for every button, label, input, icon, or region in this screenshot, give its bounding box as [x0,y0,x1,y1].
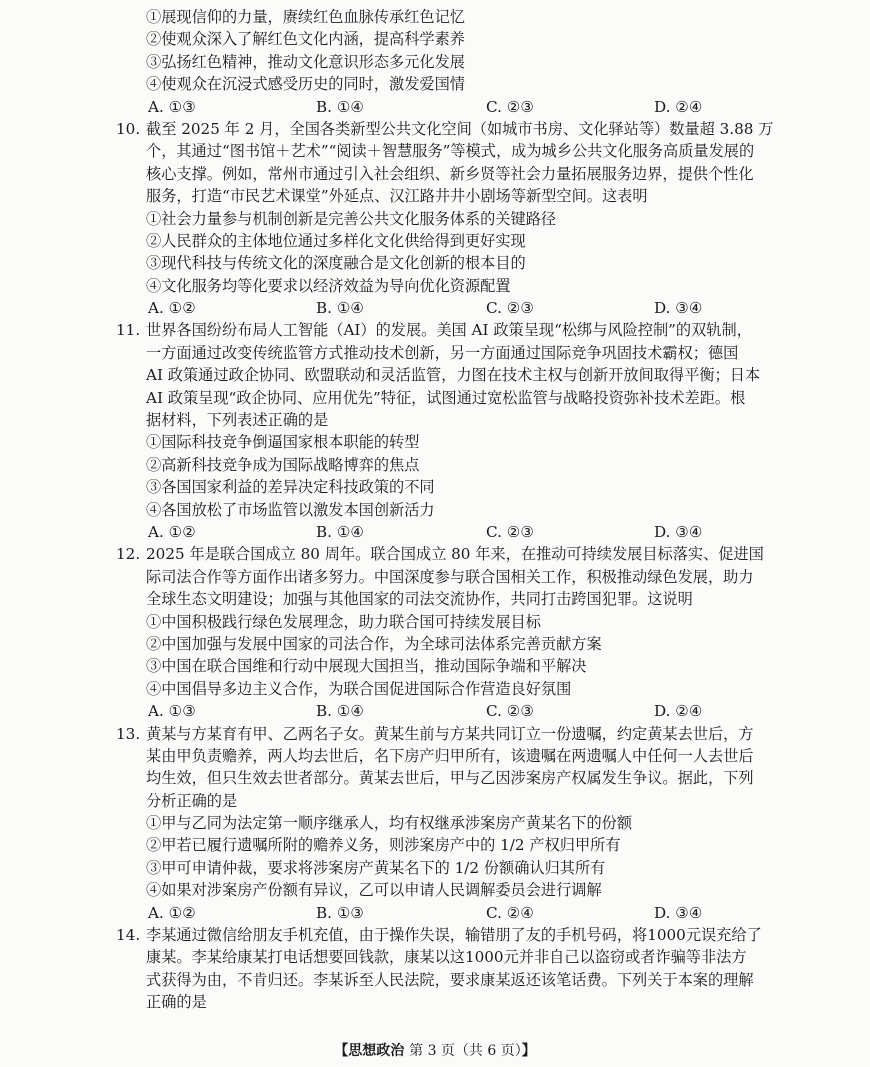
question-stem-line: 全球生态文明建设；加强与其他国家的司法交流协作，共同打击跨国犯罪。这说明 [146,590,693,609]
question-stem-line [0,924,870,946]
question-stem-line: 均生效，但只生效去世者部分。黄某去世后，甲与乙因涉案房产权属发生争议。据此，下列 [146,769,754,788]
statement: ②使观众深入了解红色文化内涵，提高科学素养 [146,30,465,49]
option-d: D. ③④ [654,299,703,318]
option-d: D. ③④ [654,522,703,541]
statement: ④如果对涉案房产份额有异议，乙可以申请人民调解委员会进行调解 [146,881,602,900]
statement: ②甲若已履行遗嘱所附的赡养义务，则涉案房产中的 1/2 产权归甲所有 [146,836,621,855]
footer-page-number: 第 3 页（共 6 页） [409,1043,522,1059]
option-b: B. ①④ [316,702,365,721]
option-d: D. ②④ [654,702,703,721]
option-a: A. ①② [148,522,196,541]
option-a: A. ①③ [148,97,196,116]
question-9 [0,6,870,118]
question-stem-line: 式获得为由，不肯归还。李某诉至人民法院，要求康某返还该笔话费。下列关于本案的理解 [146,970,754,989]
statement: ④文化服务均等化要求以经济效益为导向优化资源配置 [146,276,511,295]
stem-text: 黄某与方某育有甲、乙两名子女。黄某生前与方某共同订立一份遗嘱，约定黄某去世后，方 [146,724,754,743]
option-b: B. ①③ [316,903,365,922]
question-number: 11. [116,321,141,340]
answer-options [0,297,870,319]
question-11 [0,319,870,543]
statement: ③弘扬红色精神，推动文化意识形态多元化发展 [146,52,465,71]
option-b: B. ①④ [316,522,365,541]
statement: ③甲可申请仲裁，要求将涉案房产黄某名下的 1/2 份额确认归其所有 [146,858,606,877]
option-b: B. ①④ [316,299,365,318]
statement: ①展现信仰的力量，赓续红色血脉传承红色记忆 [146,8,465,26]
question-12 [0,543,870,722]
stem-text: 截至 2025 年 2 月，全国各类新型公共文化空间（如城市书房、文化驿站等）数量超 3.88 万 [146,119,774,138]
question-stem-line [0,543,870,565]
question-stem-line: 某由甲负责赡养，两人均去世后，名下房产归甲所有，该遗嘱在两遗嘱人中任何一人去世后 [146,746,754,765]
option-c: C. ②③ [486,299,534,318]
option-a: A. ①② [148,299,196,318]
question-stem-line: 核心支撑。例如，常州市通过引入社会组织、新乡贤等社会力量拓展服务边界，提供个性化 [146,164,754,183]
question-stem-line: 分析正确的是 [146,791,238,810]
question-stem-line [0,723,870,745]
question-14 [0,924,870,1014]
stem-text: 李某通过微信给朋友手机充值，由于操作失误，输错朋了友的手机号码，将1000元误充给了 [146,926,762,945]
statement: ①甲与乙同为法定第一顺序继承人，均有权继承涉案房产黄某名下的份额 [146,814,632,833]
question-number: 12. [116,545,141,564]
answer-options [0,700,870,722]
question-stem-line [0,118,870,140]
statement: ③中国在联合国维和行动中展现大国担当，推动国际争端和平解决 [146,657,587,676]
option-c: C. ②④ [486,903,534,922]
stem-text: 世界各国纷纷布局人工智能（AI）的发展。美国 AI 政策呈现“松绑与风险控制”的双轨制， [146,321,752,340]
question-stem-line: 际司法合作等方面作出诸多努力。中国深度参与联合国相关工作，积极推动绿色发展，助力 [146,567,754,586]
question-number: 10. [116,119,141,138]
statement: ②中国加强与发展中国家的司法合作，为全球司法体系完善贡献方案 [146,634,602,653]
answer-options [0,521,870,543]
option-a: A. ①② [148,903,196,922]
question-stem-line: AI 政策通过政企协同、欧盟联动和灵活监管，力图在技术主权与创新开放间取得平衡；日本 [146,366,761,385]
question-stem-line: 康某。李某给康某打电话想要回钱款，康某以这1000元并非自己以盗窃或者诈骗等非法方 [146,948,747,967]
option-c: C. ②③ [486,97,534,116]
footer-subject: 【思想政治 [334,1043,405,1059]
footer-close-bracket: 】 [521,1043,536,1059]
statement: ①国际科技竞争倒逼国家根本职能的转型 [146,433,420,452]
option-c: C. ②③ [486,522,534,541]
question-stem-line: 服务，打造“市民艺术课堂”外延点、汉江路井井小剧场等新型空间。这表明 [146,187,648,206]
option-d: D. ②④ [654,97,703,116]
page-content [0,6,870,1014]
statement: ②人民群众的主体地位通过多样化文化供给得到更好实现 [146,231,526,250]
statement: ②高新科技竞争成为国际战略博弈的焦点 [146,455,420,474]
question-number: 13. [116,724,141,743]
question-10 [0,118,870,320]
question-13 [0,723,870,925]
statement: ③现代科技与传统文化的深度融合是文化创新的根本目的 [146,254,526,273]
statement: ④各国放松了市场监管以激发本国创新活力 [146,500,435,519]
option-d: D. ③④ [654,903,703,922]
option-a: A. ①③ [148,702,196,721]
answer-options [0,96,870,118]
question-stem-line: 正确的是 [146,993,207,1012]
question-number: 14. [116,926,141,945]
option-b: B. ①④ [316,97,365,116]
question-stem-line: AI 政策呈现“政企协同、应用优先”特征，试图通过宽松监管与战略投资弥补技术差距。根 [146,388,746,407]
page-footer [0,1040,870,1060]
stem-text: 2025 年是联合国成立 80 周年。联合国成立 80 年来，在推动可持续发展目标落实、促进国 [146,545,764,564]
question-stem-line: 一方面通过改变传统监管方式推动技术创新，另一方面通过国际竞争巩固技术霸权；德国 [146,343,739,362]
question-stem-line [0,319,870,341]
statement: ①中国积极践行绿色发展理念，助力联合国可持续发展目标 [146,612,541,631]
question-stem-line: 据材料，下列表述正确的是 [146,411,329,430]
statement: ①社会力量参与机制创新是完善公共文化服务体系的关键路径 [146,209,557,228]
question-stem-line: 个，其通过“图书馆＋艺术”“阅读＋智慧服务”等模式，成为城乡公共文化服务高质量发展的 [146,142,755,161]
answer-options [0,902,870,924]
statement: ④中国倡导多边主义合作，为联合国促进国际合作营造良好氛围 [146,679,572,698]
statement: ③各国国家利益的差异决定科技政策的不同 [146,478,435,497]
option-c: C. ②③ [486,702,534,721]
statement: ④使观众在沉浸式感受历史的同时，激发爱国情 [146,75,465,94]
